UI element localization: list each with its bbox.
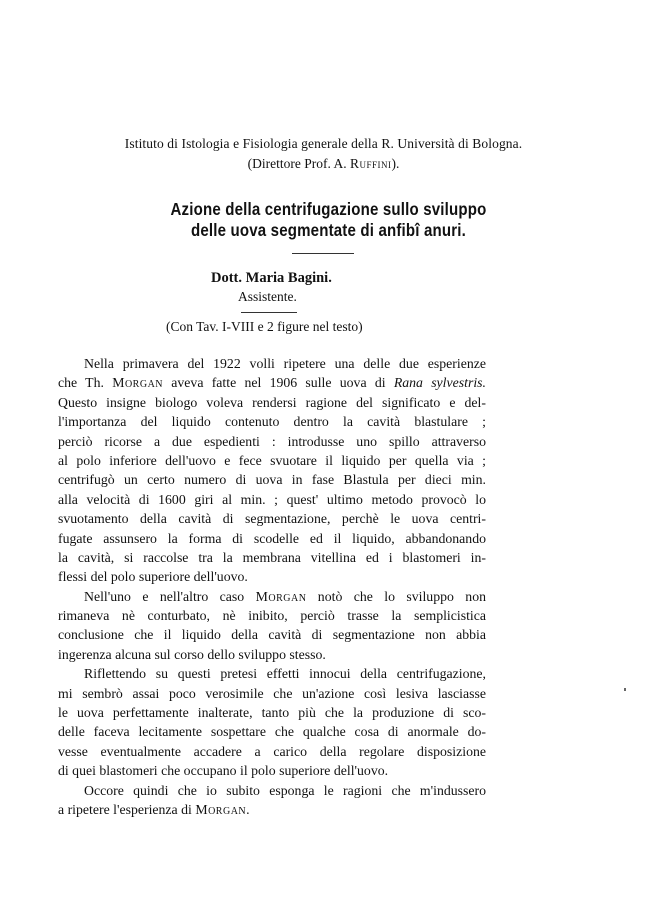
body-line: di quei blastomeri che occupano il polo superiore dell'uovo.: [58, 763, 389, 779]
text-run: che Th.: [58, 375, 113, 391]
body-line: al polo inferiore dell'uovo e fece svuotare il liquido per quella via ;: [58, 452, 486, 468]
body-line: delle faceva lecitamente sospettare che qualche cosa di anormale do-: [58, 724, 486, 740]
body-line: svuotamento della cavità di segmentazione, perchè le uova centri-: [58, 511, 486, 527]
body-line: vesse eventualmente accadere a carico della regolare disposizione: [58, 743, 486, 759]
author-role: Assistente.: [238, 289, 297, 304]
author-name: Dott. Maria Bagini.: [211, 270, 332, 286]
body-line: Questo insigne biologo voleva rendersi ragione del significato e del-: [58, 394, 486, 410]
body-line: centrifugò un certo numero di uova in fase Blastula per dieci min.: [58, 472, 486, 488]
article-title-line-1: Azione della centrifugazione sullo sviluppo: [170, 199, 487, 219]
body-line: la cavità, si raccolse tra la membrana vitellina ed i blastomeri in-: [58, 549, 486, 565]
body-line: Occore quindi che io subito esponga le ragioni che m'indussero: [84, 782, 486, 798]
body-line: Nella primavera del 1922 volli ripetere una delle due esperienze: [84, 356, 486, 371]
body-line: [58, 587, 486, 606]
text-run: Nell'uno e nell'altro caso: [84, 588, 256, 604]
body-line: alla velocità di 1600 giri al min. ; quest' ultimo metodo provocò lo: [58, 491, 486, 507]
body-line: conclusione che il liquido della cavità di segmentazione non abbia: [58, 627, 486, 643]
divider-rule: [241, 312, 297, 313]
text-run: .: [246, 801, 250, 817]
author-reference: Morgan: [255, 588, 307, 604]
body-line: rimaneva nè conturbato, nè inibito, perciò trasse la semplicistica: [58, 608, 486, 624]
body-line: [58, 373, 486, 392]
text-run: notò che lo sviluppo non: [306, 588, 486, 604]
text-run: a ripetere l'esperienza di: [58, 801, 196, 817]
article-body: [58, 354, 486, 819]
species-name: Rana sylvestris.: [393, 375, 486, 391]
director-suffix: ).: [391, 156, 400, 171]
body-line: [58, 800, 486, 819]
director-name: Ruffini: [349, 156, 392, 171]
text-run: aveva fatte nel 1906 sulle uova di: [163, 375, 394, 391]
plates-note: (Con Tav. I-VIII e 2 figure nel testo): [166, 319, 363, 334]
body-line: le uova perfettamente inalterate, tanto più che la produzione di sco-: [58, 705, 486, 721]
article-title-line-2: delle uova segmentate di anfibî anuri.: [190, 220, 466, 240]
director-prefix: (Direttore Prof. A.: [247, 156, 350, 171]
body-line: fugate assunsero la forma di scodelle ed il liquido, abbandonando: [58, 530, 486, 546]
body-line: perciò ricorse a due espedienti : introdusse uno spillo attraverso: [58, 433, 486, 449]
institute-line: Istituto di Istologia e Fisiologia generale della R. Università di Bologna.: [124, 136, 523, 151]
body-line: mi sembrò assai poco verosimile che un'azione così lesiva lasciasse: [58, 685, 486, 701]
body-line: l'importanza del liquido contenuto dentro la cavità blastulare ;: [58, 414, 486, 430]
author-reference: Morgan: [195, 801, 247, 817]
author-reference: Morgan: [112, 375, 164, 391]
body-line: Riflettendo su questi pretesi effetti innocui della centrifugazione,: [84, 666, 486, 682]
margin-speck: [624, 688, 626, 691]
body-line: ingerenza alcuna sul corso dello sviluppo stesso.: [58, 646, 326, 662]
body-line: flessi del polo superiore dell'uovo.: [58, 569, 248, 585]
director-line: [0, 156, 647, 172]
divider-rule: [292, 253, 354, 254]
